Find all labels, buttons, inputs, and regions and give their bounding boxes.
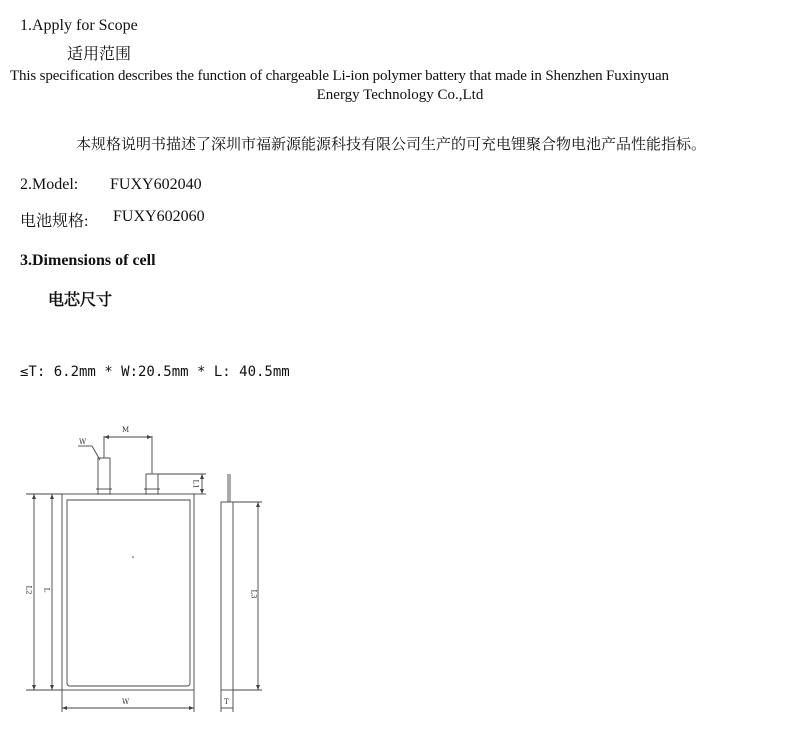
tab-width-label: W <box>79 438 87 446</box>
cell-dimension-diagram <box>0 420 320 720</box>
scope-description-cn: 本规格说明书描述了深圳市福新源能源科技有限公司生产的可充电锂聚合物电池产品性能指标。 <box>76 137 707 153</box>
spec-value: FUXY602060 <box>113 208 205 225</box>
cell-outer-outline <box>62 494 194 690</box>
cell-inner-outline <box>67 500 190 686</box>
section-1-heading-cn: 适用范围 <box>67 46 132 63</box>
cell-side-view <box>221 502 233 690</box>
thickness-label: T <box>224 698 229 706</box>
tab-spacing-label: M <box>122 426 130 434</box>
model-value: FUXY602040 <box>110 176 202 193</box>
dimensions-heading: 3.Dimensions of cell <box>20 252 156 269</box>
side-length-label: L3 <box>249 589 258 599</box>
body-length-label: L2 <box>24 585 33 595</box>
spec-label: 电池规格: <box>20 213 89 230</box>
width-label: W <box>122 698 130 706</box>
tab-right <box>146 474 158 494</box>
model-label: 2.Model: <box>20 176 79 193</box>
section-1-heading: 1.Apply for Scope <box>20 17 138 34</box>
scope-description-line-2: Energy Technology Co.,Ltd <box>316 87 484 103</box>
dimensions-heading-cn: 电芯尺寸 <box>48 292 113 309</box>
scope-description-line-1: This specification describes the function of chargeable Li-ion polymer battery that made in Shenzhen Fuxinyuan <box>10 68 669 84</box>
total-length-label: L <box>42 587 51 593</box>
tab-length-label: L1 <box>191 479 200 489</box>
cell-dimensions: ≤T: 6.2mm * W:20.5mm * L: 40.5mm <box>20 364 290 380</box>
